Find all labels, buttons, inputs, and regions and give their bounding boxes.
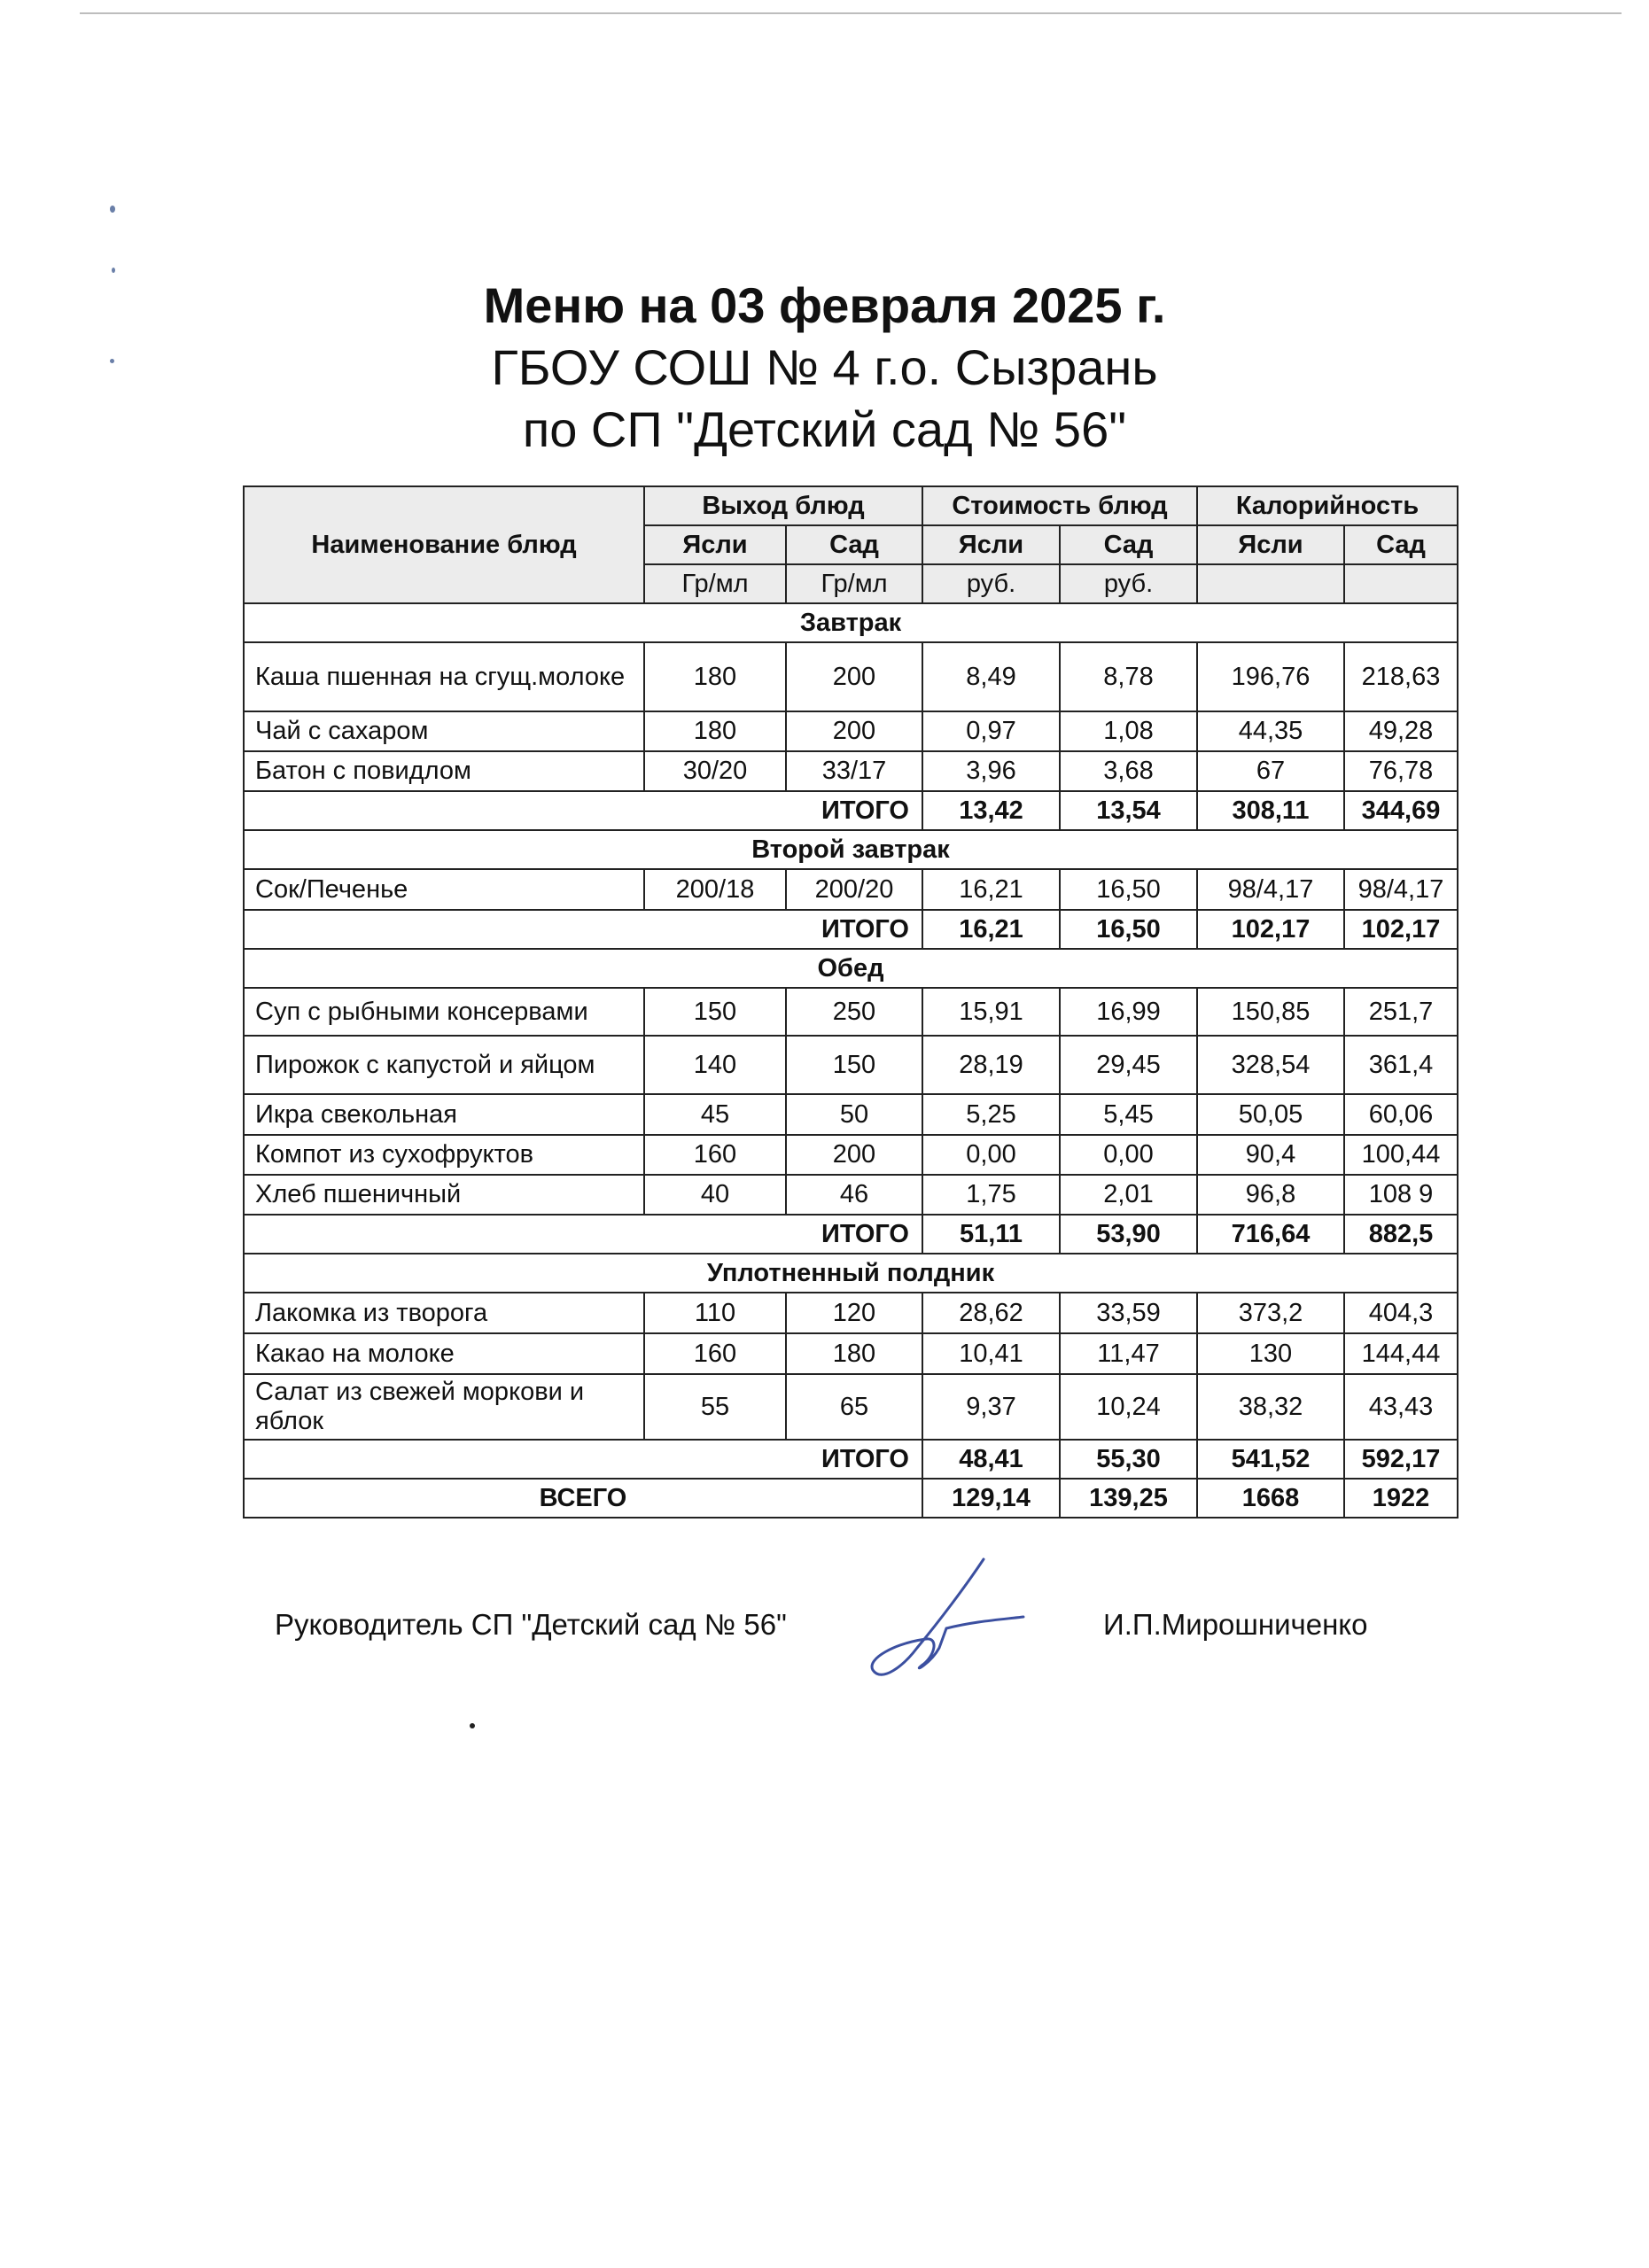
subtotal-value: 592,17 [1344,1440,1458,1479]
grand-total-value: 1922 [1344,1479,1458,1518]
header-unit: руб. [922,564,1060,603]
scan-speck [110,359,114,363]
dish-value: 5,45 [1060,1094,1197,1135]
signatory-position: Руководитель СП "Детский сад № 56" [275,1608,787,1641]
table-row [244,711,1458,751]
header-sub-yasli: Ясли [922,525,1060,564]
dish-value: 65 [786,1374,922,1440]
dish-value: 30/20 [644,751,786,791]
dish-name: Пирожок с капустой и яйцом [244,1036,644,1094]
dish-value: 160 [644,1333,786,1374]
table-row [244,1135,1458,1175]
dish-value: 160 [644,1135,786,1175]
dish-value: 218,63 [1344,642,1458,711]
subtotal-label: ИТОГО [244,1215,922,1254]
dish-value: 44,35 [1197,711,1344,751]
dish-value: 43,43 [1344,1374,1458,1440]
subtotal-value: 102,17 [1197,910,1344,949]
subtotal-row [244,1215,1458,1254]
table-row [244,1374,1458,1440]
dish-value: 200/20 [786,869,922,910]
dish-value: 200 [786,642,922,711]
dish-value: 0,00 [1060,1135,1197,1175]
dish-name: Каша пшенная на сгущ.молоке [244,642,644,711]
dish-value: 110 [644,1293,786,1333]
handwritten-signature [842,1550,1037,1692]
school-name: ГБОУ СОШ № 4 г.о. Сызрань [491,339,1158,395]
dish-value: 180 [644,642,786,711]
header-unit: руб. [1060,564,1197,603]
dish-value: 0,00 [922,1135,1060,1175]
header-unit [1197,564,1344,603]
dish-value: 33,59 [1060,1293,1197,1333]
table-row [244,869,1458,910]
dish-name: Компот из сухофруктов [244,1135,644,1175]
dish-value: 3,96 [922,751,1060,791]
subtotal-label: ИТОГО [244,1440,922,1479]
header-cost: Стоимость блюд [922,486,1197,525]
dish-name: Икра свекольная [244,1094,644,1135]
dish-value: 8,78 [1060,642,1197,711]
dish-value: 328,54 [1197,1036,1344,1094]
table-row [244,1333,1458,1374]
dish-value: 11,47 [1060,1333,1197,1374]
table-row [244,1175,1458,1215]
dish-value: 28,62 [922,1293,1060,1333]
dish-value: 200/18 [644,869,786,910]
subtotal-value: 51,11 [922,1215,1060,1254]
dish-value: 60,06 [1344,1094,1458,1135]
table-row [244,642,1458,711]
subtotal-value: 541,52 [1197,1440,1344,1479]
dish-name: Салат из свежей моркови и яблок [244,1374,644,1440]
header-unit: Гр/мл [786,564,922,603]
dish-value: 100,44 [1344,1135,1458,1175]
dish-name: Хлеб пшеничный [244,1175,644,1215]
table-row [244,751,1458,791]
dish-value: 130 [1197,1333,1344,1374]
dish-value: 15,91 [922,988,1060,1036]
menu-table-body [244,486,1458,1518]
header-sub-yasli: Ясли [1197,525,1344,564]
scan-speck [470,1723,475,1728]
table-row [244,1036,1458,1094]
subtotal-value: 13,54 [1060,791,1197,830]
dish-value: 45 [644,1094,786,1135]
dish-value: 140 [644,1036,786,1094]
section-title: Второй завтрак [244,830,1458,869]
scan-speck [110,206,115,213]
dish-value: 180 [786,1333,922,1374]
dish-name: Какао на молоке [244,1333,644,1374]
dish-value: 1,75 [922,1175,1060,1215]
grand-total-value: 129,14 [922,1479,1060,1518]
subtotal-row [244,910,1458,949]
subtotal-value: 102,17 [1344,910,1458,949]
dish-value: 55 [644,1374,786,1440]
dish-value: 96,8 [1197,1175,1344,1215]
subtotal-value: 16,50 [1060,910,1197,949]
grand-total-value: 139,25 [1060,1479,1197,1518]
subtotal-value: 53,90 [1060,1215,1197,1254]
dish-name: Батон с повидлом [244,751,644,791]
header-sub-yasli: Ясли [644,525,786,564]
section-title: Завтрак [244,603,1458,642]
dish-value: 98/4,17 [1197,869,1344,910]
scan-speck [112,268,115,273]
dish-value: 49,28 [1344,711,1458,751]
dish-value: 50,05 [1197,1094,1344,1135]
subtotal-row [244,791,1458,830]
subtotal-label: ИТОГО [244,791,922,830]
dish-value: 196,76 [1197,642,1344,711]
subtotal-value: 716,64 [1197,1215,1344,1254]
dish-value: 200 [786,711,922,751]
header-unit [1344,564,1458,603]
header-sub-sad: Сад [1344,525,1458,564]
subtotal-value: 882,5 [1344,1215,1458,1254]
dish-value: 373,2 [1197,1293,1344,1333]
dish-value: 90,4 [1197,1135,1344,1175]
dish-value: 8,49 [922,642,1060,711]
dish-value: 3,68 [1060,751,1197,791]
dish-value: 98/4,17 [1344,869,1458,910]
section-title: Уплотненный полдник [244,1254,1458,1293]
subtotal-value: 344,69 [1344,791,1458,830]
kindergarten-name: по СП "Детский сад № 56" [522,401,1127,457]
table-row [244,1094,1458,1135]
menu-table [243,485,1458,1518]
dish-value: 251,7 [1344,988,1458,1036]
dish-name: Чай с сахаром [244,711,644,751]
subtotal-value: 16,21 [922,910,1060,949]
header-portion: Выход блюд [644,486,922,525]
dish-value: 16,99 [1060,988,1197,1036]
header-dish-name: Наименование блюд [244,486,644,603]
dish-value: 76,78 [1344,751,1458,791]
header-calories: Калорийность [1197,486,1458,525]
subtotal-value: 55,30 [1060,1440,1197,1479]
dish-name: Лакомка из творога [244,1293,644,1333]
dish-value: 67 [1197,751,1344,791]
subtotal-value: 13,42 [922,791,1060,830]
dish-name: Сок/Печенье [244,869,644,910]
dish-value: 10,41 [922,1333,1060,1374]
signatory-name: И.П.Мирошниченко [1103,1608,1368,1641]
dish-value: 361,4 [1344,1036,1458,1094]
dish-value: 150,85 [1197,988,1344,1036]
subtotal-row [244,1440,1458,1479]
dish-value: 150 [644,988,786,1036]
table-row [244,1293,1458,1333]
subtotal-value: 308,11 [1197,791,1344,830]
dish-value: 50 [786,1094,922,1135]
dish-value: 2,01 [1060,1175,1197,1215]
dish-value: 29,45 [1060,1036,1197,1094]
header-sub-sad: Сад [1060,525,1197,564]
dish-value: 1,08 [1060,711,1197,751]
subtotal-label: ИТОГО [244,910,922,949]
dish-value: 120 [786,1293,922,1333]
scan-top-edge [80,12,1622,14]
dish-value: 10,24 [1060,1374,1197,1440]
header-unit: Гр/мл [644,564,786,603]
dish-value: 16,21 [922,869,1060,910]
subtotal-value: 48,41 [922,1440,1060,1479]
dish-value: 150 [786,1036,922,1094]
section-title: Обед [244,949,1458,988]
grand-total-value: 1668 [1197,1479,1344,1518]
table-row [244,988,1458,1036]
dish-value: 40 [644,1175,786,1215]
dish-value: 404,3 [1344,1293,1458,1333]
dish-value: 9,37 [922,1374,1060,1440]
dish-value: 16,50 [1060,869,1197,910]
dish-value: 0,97 [922,711,1060,751]
grand-total-row [244,1479,1458,1518]
header-sub-sad: Сад [786,525,922,564]
dish-value: 46 [786,1175,922,1215]
dish-value: 28,19 [922,1036,1060,1094]
dish-value: 144,44 [1344,1333,1458,1374]
dish-value: 250 [786,988,922,1036]
dish-value: 180 [644,711,786,751]
dish-name: Суп с рыбными консервами [244,988,644,1036]
dish-value: 5,25 [922,1094,1060,1135]
dish-value: 38,32 [1197,1374,1344,1440]
dish-value: 33/17 [786,751,922,791]
grand-total-label: ВСЕГО [244,1479,922,1518]
dish-value: 108 9 [1344,1175,1458,1215]
dish-value: 200 [786,1135,922,1175]
document-title: Меню на 03 февраля 2025 г. [483,277,1166,333]
